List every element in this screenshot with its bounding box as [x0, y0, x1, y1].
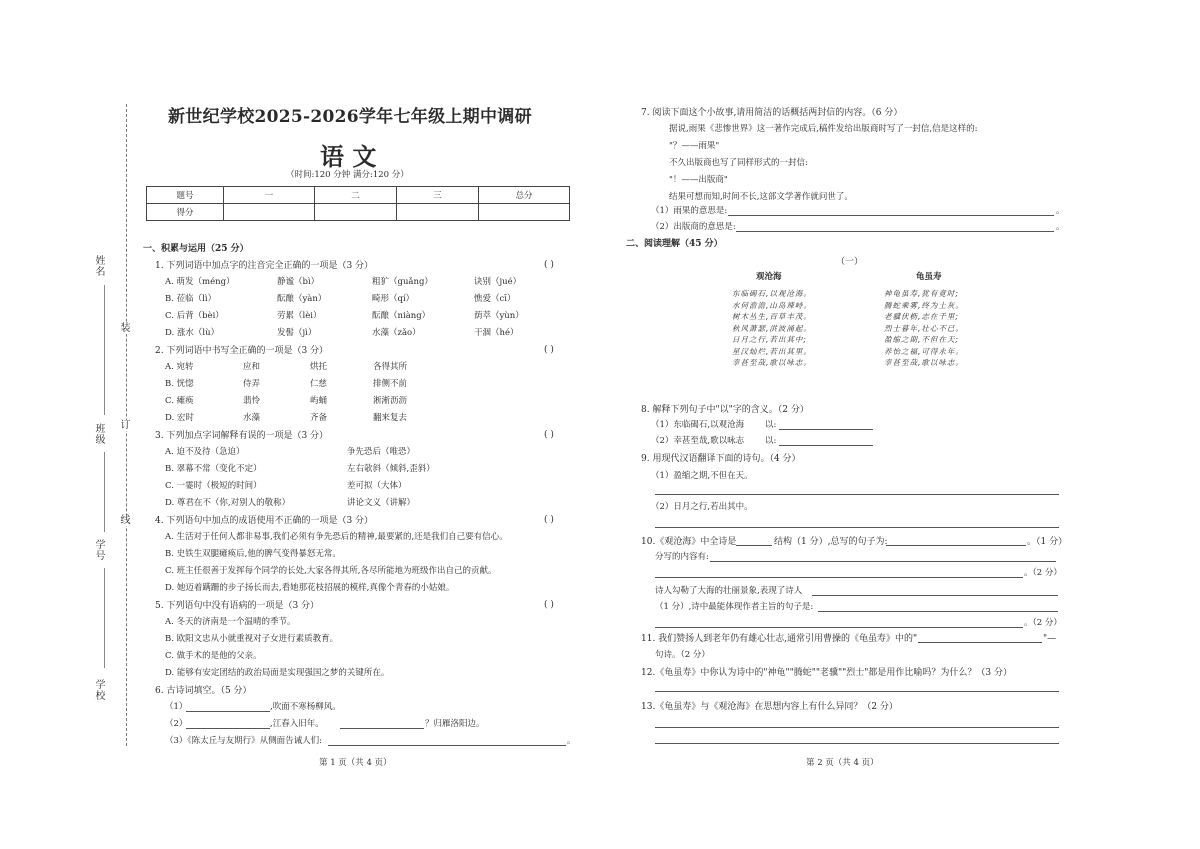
q3-stem: 3. 下列加点字词解释有误的一项是（3 分）	[155, 431, 329, 441]
name-write-line[interactable]	[104, 285, 106, 415]
q2-option-a4: 各得其所	[373, 362, 408, 372]
page2-footer: 第 2 页（共 4 页）	[806, 758, 879, 768]
q3-option-a2: 争先恐后（唯恐）	[347, 447, 416, 457]
q2-option-b4: 排侧不前	[373, 379, 408, 389]
reading-part1-label: （一）	[836, 257, 864, 267]
score-head-1: 一	[224, 187, 315, 204]
q7-stem: 7. 阅读下面这个小故事,请用简洁的话概括两封信的内容。（6 分）	[641, 108, 903, 118]
q2-option-d1: D. 宏时	[165, 413, 194, 423]
q11-line2: 句诗。（2 分）	[655, 650, 710, 660]
q2-option-c1: C. 瘫痪	[165, 396, 194, 406]
q5-option-d: D. 能够有安定团结的政治局面是实现强国之梦的关键所在。	[165, 668, 390, 678]
name-label: 姓名	[95, 256, 106, 278]
q13-stem: 13.《龟虽寿》与《观沧海》在思想内容上有什么异同？（2 分）	[641, 702, 898, 712]
poem1-line: 星汉灿烂,若出其里。	[732, 346, 812, 356]
q10-blank-theme-1[interactable]	[818, 611, 1058, 612]
q2-option-c3: 屿蛹	[310, 396, 328, 406]
score-head-0: 题号	[147, 187, 224, 204]
q1-option-b3: 畸形（qí）	[372, 294, 415, 304]
score-row-label: 得分	[147, 204, 224, 221]
binding-mark-zhuang: 装	[120, 323, 131, 334]
q8-blank-1[interactable]	[779, 429, 873, 430]
q1-option-a2: 静谧（bì）	[277, 277, 320, 287]
q10-line1a: 10.《观沧海》中全诗是	[641, 537, 737, 547]
q10-blank-summary[interactable]	[886, 545, 1026, 546]
q10-blank-structure[interactable]	[736, 545, 772, 546]
q8-item1-label: 以:	[765, 420, 777, 430]
q2-option-d3: 齐备	[310, 413, 328, 423]
q8-item2-label: 以:	[765, 436, 777, 446]
q2-option-d4: 翻来复去	[373, 413, 408, 423]
q1-option-d2: 发髻（jì）	[277, 328, 317, 338]
q6-line2-num: （2）	[165, 719, 188, 729]
q5-option-b: B. 欧阳文忠从小就重视对子女进行素质教育。	[165, 634, 339, 644]
q3-answer-paren[interactable]: ( )	[544, 430, 554, 440]
poem2-line: 盈缩之期,不但在天;	[884, 335, 959, 344]
q2-option-a1: A. 宛转	[165, 362, 194, 372]
q7-answer2-line[interactable]	[736, 231, 1054, 232]
binding-mark-xian: 线	[120, 515, 131, 526]
poem2-line: 腾蛇乘雾,终为土灰。	[884, 300, 964, 310]
poem1-body	[732, 288, 812, 369]
q3-option-d2: 讲论文义（讲解）	[347, 498, 416, 508]
q4-option-b: B. 史铁生双腿瘫痪后,他的脾气变得暴怒无常。	[165, 549, 341, 559]
q6-line2-text2: ？归雁洛阳边。	[425, 719, 485, 729]
subject-title: 语 文	[320, 142, 377, 171]
q13-answer-line-2[interactable]	[655, 743, 1059, 744]
poem1-line: 日月之行,若出其中;	[732, 335, 807, 344]
section1-heading: 一、积累与运用（25 分）	[143, 244, 249, 254]
q11-line1-end: "—	[1043, 634, 1057, 644]
score-cell[interactable]	[397, 204, 479, 221]
q1-option-b1: B. 莅临（lì）	[165, 294, 217, 304]
exam-title: 新世纪学校2025-2026学年七年级上期中调研	[168, 107, 532, 127]
score-table	[146, 186, 570, 221]
q12-stem: 12.《龟虽寿》中你认为诗中的"神龟""腾蛇""老骥""烈士"都是用作比喻吗？为什么？（3 分）	[641, 668, 1013, 678]
q10-line1b: 结构（1 分）,总写的句子为:	[774, 537, 888, 547]
poem1-line: 树木丛生,百草丰茂。	[732, 312, 812, 321]
q1-option-a4: 诀别（jué）	[474, 277, 522, 287]
q7-answer2-label: （2）出版商的意思是:	[651, 222, 736, 232]
q11-blank[interactable]	[918, 642, 1042, 643]
q6-line1-text: ,吹面不寒杨柳风。	[270, 702, 341, 712]
q7-answer1-label: （1）雨果的意思是:	[651, 206, 728, 216]
q2-stem: 2. 下列词语中书写全正确的一项是（3 分）	[155, 346, 329, 356]
q7-answer1-line[interactable]	[728, 215, 1054, 216]
q9-answer-line-1[interactable]	[655, 494, 1059, 495]
q2-option-b3: 仁慈	[310, 379, 328, 389]
school-label: 学校	[95, 680, 106, 702]
q9-item1: （1）盈缩之期,不但在天。	[651, 471, 753, 481]
q10-line5: （1 分）,诗中最能体现作者主旨的句子是:	[655, 602, 814, 612]
q4-option-c: C. 班主任很善于发挥每个同学的长处,大家各得其所,各尽所能地为班级作出自己的贡献。	[165, 566, 497, 576]
q8-item1: （1）东临碣石,以观沧海	[651, 420, 745, 430]
q1-option-d1: D. 涨水（lù）	[165, 328, 220, 338]
poem2-line: 幸甚至哉,歌以咏志。	[884, 358, 964, 367]
q4-option-a: A. 生活对于任何人都非易事,我们必须有争先恐后的精神,最要紧的,还是我们自己要有信心。	[165, 532, 508, 542]
poem2-body	[884, 288, 964, 369]
q6-line3-text: （3）《陈太丘与友期行》从侧面告诫人们:	[165, 736, 323, 746]
section2-heading: 二、阅读理解（45 分）	[626, 239, 723, 249]
q6-blank-1[interactable]	[186, 711, 270, 712]
q5-option-c: C. 做手术的是他的父亲。	[165, 651, 262, 661]
poem2-line: 老骥伏枥,志在千里;	[884, 312, 959, 321]
q5-answer-paren[interactable]: ( )	[544, 600, 554, 610]
score-cell[interactable]	[315, 204, 397, 221]
poem1-line: 水何澹澹,山岛竦峙。	[732, 300, 812, 310]
poem1-line: 秋风萧瑟,洪波涌起。	[732, 323, 812, 333]
q7-para4: "！——出版商"	[669, 175, 728, 185]
poem1-line: 幸甚至哉,歌以咏志。	[732, 358, 812, 367]
q6-blank-4[interactable]	[328, 745, 566, 746]
q1-option-c1: C. 后背（bèi）	[165, 311, 224, 321]
q6-line3-end: 。	[567, 736, 576, 746]
q6-line1-num: （1）	[165, 702, 188, 712]
q7-answer1-end: 。	[1056, 206, 1065, 216]
q1-option-c3: 酝酿（niàng）	[372, 311, 431, 321]
q7-answer2-end: 。	[1056, 222, 1065, 232]
q1-option-d3: 水藻（zǎo）	[372, 328, 421, 338]
q10-blank-content-2[interactable]	[655, 577, 1023, 578]
q6-blank-3[interactable]	[340, 728, 424, 729]
q9-stem: 9. 用现代汉语翻译下面的诗句。（4 分）	[641, 454, 801, 464]
q10-line4: 诗人勾勒了大海的壮丽景象,表现了诗人	[655, 586, 803, 596]
q1-stem: 1. 下列词语中加点字的注音完全正确的一项是（3 分）	[155, 261, 374, 271]
q7-para3: 不久出版商也写了同样形式的一封信:	[669, 158, 808, 168]
q2-option-c4: 淅淅沥沥	[373, 396, 408, 406]
q3-option-b2: 左右欹斜（倾斜,歪斜）	[347, 464, 435, 474]
q4-option-d: D. 她迈着蹒跚的步子扬长而去,看她那花枝招展的模样,真像个青春的小姑娘。	[165, 583, 455, 593]
q10-line1c: 。（1 分）	[1027, 537, 1068, 547]
q2-option-d2: 水藻	[243, 413, 261, 423]
q13-answer-line-1[interactable]	[655, 727, 1059, 728]
q3-option-b1: B. 翠幕不常（变化不定）	[165, 464, 262, 474]
number-write-line[interactable]	[104, 568, 106, 668]
poem2-title: 龟虽寿	[916, 272, 942, 282]
q9-answer-line-2[interactable]	[655, 527, 1059, 528]
poem1-title: 观沧海	[756, 272, 782, 282]
q6-stem: 6. 古诗词填空。（5 分）	[155, 686, 252, 696]
q1-option-c4: 荫萃（yùn）	[474, 311, 524, 321]
q3-option-c2: 差可拟（大体）	[347, 481, 407, 491]
score-head-total: 总分	[479, 187, 570, 204]
score-head-2: 二	[315, 187, 397, 204]
q1-option-d4: 干涸（hé）	[474, 328, 519, 338]
q7-para5: 结果可想而知,时间不长,这部文学著作就问世了。	[669, 192, 853, 202]
q5-stem: 5. 下列语句中没有语病的一项是（3 分）	[155, 601, 320, 611]
score-head-3: 三	[397, 187, 479, 204]
class-label: 班级	[95, 424, 106, 446]
q2-answer-paren[interactable]: ( )	[544, 345, 554, 355]
q6-line2-text: ,江春入旧年。	[270, 719, 324, 729]
q6-blank-2[interactable]	[186, 728, 270, 729]
q8-blank-2[interactable]	[779, 445, 873, 446]
q4-stem: 4. 下列语句中加点的成语使用不正确的一项是（3 分）	[155, 516, 374, 526]
q10-blank-theme-2[interactable]	[655, 627, 1023, 628]
q8-stem: 8. 解释下列句子中"以"字的含义。（2 分）	[641, 405, 809, 415]
q3-option-d1: D. 尊君在不（你,对别人的敬称）	[165, 498, 291, 508]
q7-para2: "？——雨果"	[669, 141, 720, 151]
q9-item2: （2）日月之行,若出其中。	[651, 502, 753, 512]
poem1-line: 东临碣石,以观沧海。	[732, 289, 812, 298]
class-write-line[interactable]	[104, 452, 106, 532]
score-cell[interactable]	[224, 204, 315, 221]
q10-blank-content-1[interactable]	[710, 561, 1056, 562]
q10-blank-feeling[interactable]	[812, 595, 1058, 596]
q2-option-a3: 烘托	[310, 362, 328, 372]
q4-answer-paren[interactable]: ( )	[544, 515, 554, 525]
poem2-line: 烈士暮年,壮心不已。	[884, 323, 964, 333]
q1-option-c2: 劳累（lèi）	[277, 311, 322, 321]
q12-answer-line[interactable]	[655, 691, 1059, 692]
poem2-line: 神龟虽寿,犹有竟时;	[884, 289, 959, 298]
q10-line2: 分写的内容有:	[655, 552, 709, 562]
q8-item2: （2）幸甚至哉,歌以咏志	[651, 436, 745, 446]
poem2-line: 养怡之福,可得永年。	[884, 346, 964, 356]
q1-option-b2: 酝酿（yàn）	[277, 294, 327, 304]
q5-option-a: A. 冬天的济南是一个温晴的季节。	[165, 617, 296, 627]
page1-footer: 第 1 页（共 4 页）	[319, 758, 392, 768]
q7-para1: 据说,雨果《悲惨世界》这一著作完成后,稿件发给出版商时写了一封信,信是这样的:	[669, 124, 978, 134]
q1-option-b4: 憔爱（cī）	[474, 294, 516, 304]
q1-option-a1: A. 萌发（méng）	[165, 277, 235, 287]
q1-answer-paren[interactable]: ( )	[544, 260, 554, 270]
q2-option-c2: 翡怜	[243, 396, 261, 406]
q3-option-a1: A. 迫不及待（急迫）	[165, 447, 245, 457]
q2-option-b2: 侍弄	[243, 379, 261, 389]
score-cell-total[interactable]	[479, 204, 570, 221]
q10-line6: 。（2 分）	[1024, 618, 1062, 628]
q2-option-b1: B. 恍惚	[165, 379, 194, 389]
student-number-label: 学号	[95, 540, 106, 562]
binding-mark-ding: 订	[120, 420, 131, 431]
q3-option-c1: C. 一霎时（极短的时间）	[165, 481, 262, 491]
q1-option-a3: 粗犷（guǎng）	[372, 277, 433, 287]
q10-line3: 。（2 分）	[1024, 568, 1062, 578]
time-info: （时间:120 分钟 满分:120 分）	[286, 170, 409, 180]
q11-line1: 11. 我们赞扬人到老年仍有雄心壮志,通常引用曹操的《龟虽寿》中的"	[641, 634, 918, 644]
q2-option-a2: 应和	[243, 362, 261, 372]
